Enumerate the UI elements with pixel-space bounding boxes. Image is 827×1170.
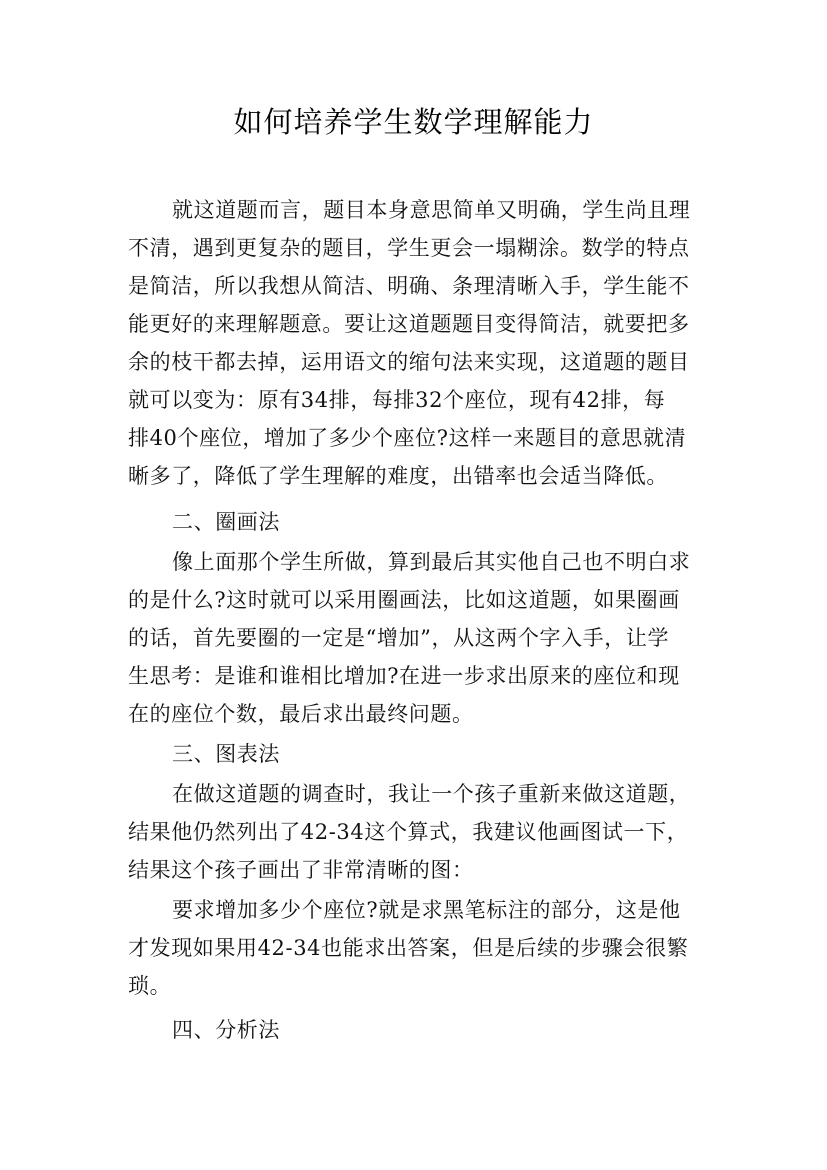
paragraph-line: 能更好的来理解题意。要让这道题题目变得简洁，就要把多 xyxy=(128,312,690,336)
paragraph-line: 的话，首先要圈的一定是“增加”，从这两个字入手，让学 xyxy=(128,626,670,650)
paragraph-line: 结果这个孩子画出了非常清晰的图： xyxy=(128,858,474,882)
paragraph-line: 的是什么?这时就可以采用圈画法，比如这道题，如果圈画 xyxy=(128,588,680,612)
document-title: 如何培养学生数学理解能力 xyxy=(233,105,594,139)
paragraph-line: 在做这道题的调查时，我让一个孩子重新来做这道题， xyxy=(172,782,691,806)
paragraph-line: 在的座位个数，最后求出最终问题。 xyxy=(128,702,474,726)
section-heading: 三、图表法 xyxy=(172,742,280,766)
paragraph-line: 琐。 xyxy=(128,974,172,998)
paragraph-line: 结果他仍然列出了42-34这个算式，我建议他画图试一下， xyxy=(128,820,689,844)
paragraph-line: 要求增加多少个座位?就是求黑笔标注的部分，这是他 xyxy=(172,898,681,922)
section-heading: 二、圈画法 xyxy=(172,510,280,534)
section-heading: 四、分析法 xyxy=(172,1018,280,1042)
paragraph-line: 像上面那个学生所做，算到最后其实他自己也不明白求 xyxy=(172,550,691,574)
paragraph-line: 排40个座位，增加了多少个座位?这样一来题目的意思就清 xyxy=(128,426,687,450)
paragraph-line: 就这道题而言，题目本身意思简单又明确，学生尚且理 xyxy=(172,198,691,222)
paragraph-line: 才发现如果用42-34也能求出答案，但是后续的步骤会很繁 xyxy=(128,936,689,960)
paragraph-line: 余的枝干都去掉，运用语文的缩句法来实现，这道题的题目 xyxy=(128,350,690,374)
paragraph-line: 晰多了，降低了学生理解的难度，出错率也会适当降低。 xyxy=(128,464,668,488)
paragraph-line: 不清，遇到更复杂的题目，学生更会一塌糊涂。数学的特点 xyxy=(128,236,690,260)
paragraph-line: 就可以变为：原有34排，每排32个座位，现有42排，每 xyxy=(128,388,666,412)
paragraph-line: 是简洁，所以我想从简洁、明确、条理清晰入手，学生能不 xyxy=(128,274,690,298)
paragraph-line: 生思考：是谁和谁相比增加?在进一步求出原来的座位和现 xyxy=(128,664,680,688)
